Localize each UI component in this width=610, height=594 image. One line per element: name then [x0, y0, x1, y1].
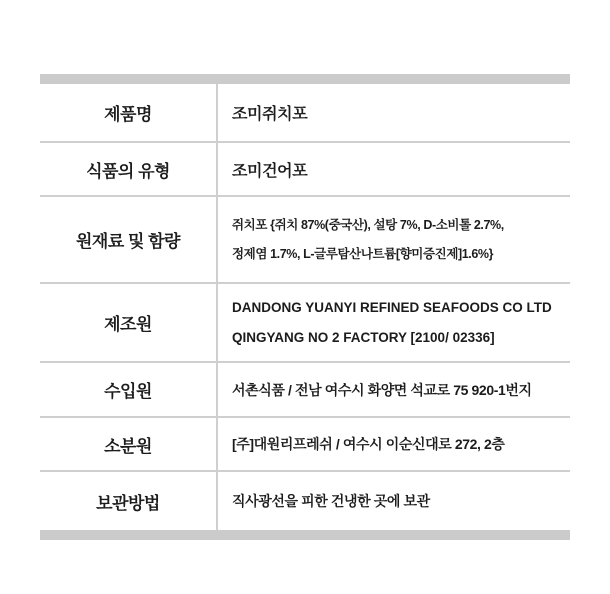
row-label: 보관방법 [40, 472, 218, 530]
table-row [40, 470, 570, 530]
row-label: 제품명 [40, 84, 218, 141]
table-row [40, 141, 570, 195]
table-row [40, 282, 570, 361]
row-label: 식품의 유형 [40, 143, 218, 195]
row-value [218, 197, 570, 282]
row-value [218, 143, 570, 195]
value-line: DANDONG YUANYI REFINED SEAFOODS CO LTD [232, 299, 552, 315]
table-bottom-bar [40, 530, 570, 540]
table-row [40, 416, 570, 470]
row-value [218, 418, 570, 470]
row-label: 제조원 [40, 284, 218, 361]
value-line: 정제염 1.7%, L-글루탐산나트륨[향미증진제]1.6%} [232, 246, 494, 261]
value-line: 조미건어포 [232, 162, 308, 180]
table-row [40, 84, 570, 141]
table-row [40, 195, 570, 282]
value-line: [주]대원리프레쉬 / 여수시 이순신대로 272, 2층 [232, 436, 505, 452]
row-value [218, 363, 570, 416]
value-line: 직사광선을 피한 건냉한 곳에 보관 [232, 493, 430, 509]
row-value [218, 284, 570, 361]
value-line: 조미쥐치포 [232, 106, 308, 123]
table-row [40, 361, 570, 416]
table-top-bar [40, 74, 570, 84]
row-value [218, 84, 570, 141]
product-info-table [40, 74, 570, 540]
value-line: 서촌식품 / 전남 여수시 화양면 석교로 75 920-1번지 [232, 381, 532, 398]
value-line: QINGYANG NO 2 FACTORY [2100/ 02336] [232, 329, 495, 345]
row-label: 원재료 및 함량 [40, 197, 218, 282]
row-label: 수입원 [40, 363, 218, 416]
value-line: 쥐치포 {쥐치 87%(중국산), 설탕 7%, D-소비톨 2.7%, [232, 217, 504, 232]
table-rows [40, 84, 570, 530]
row-value [218, 472, 570, 530]
row-label: 소분원 [40, 418, 218, 470]
